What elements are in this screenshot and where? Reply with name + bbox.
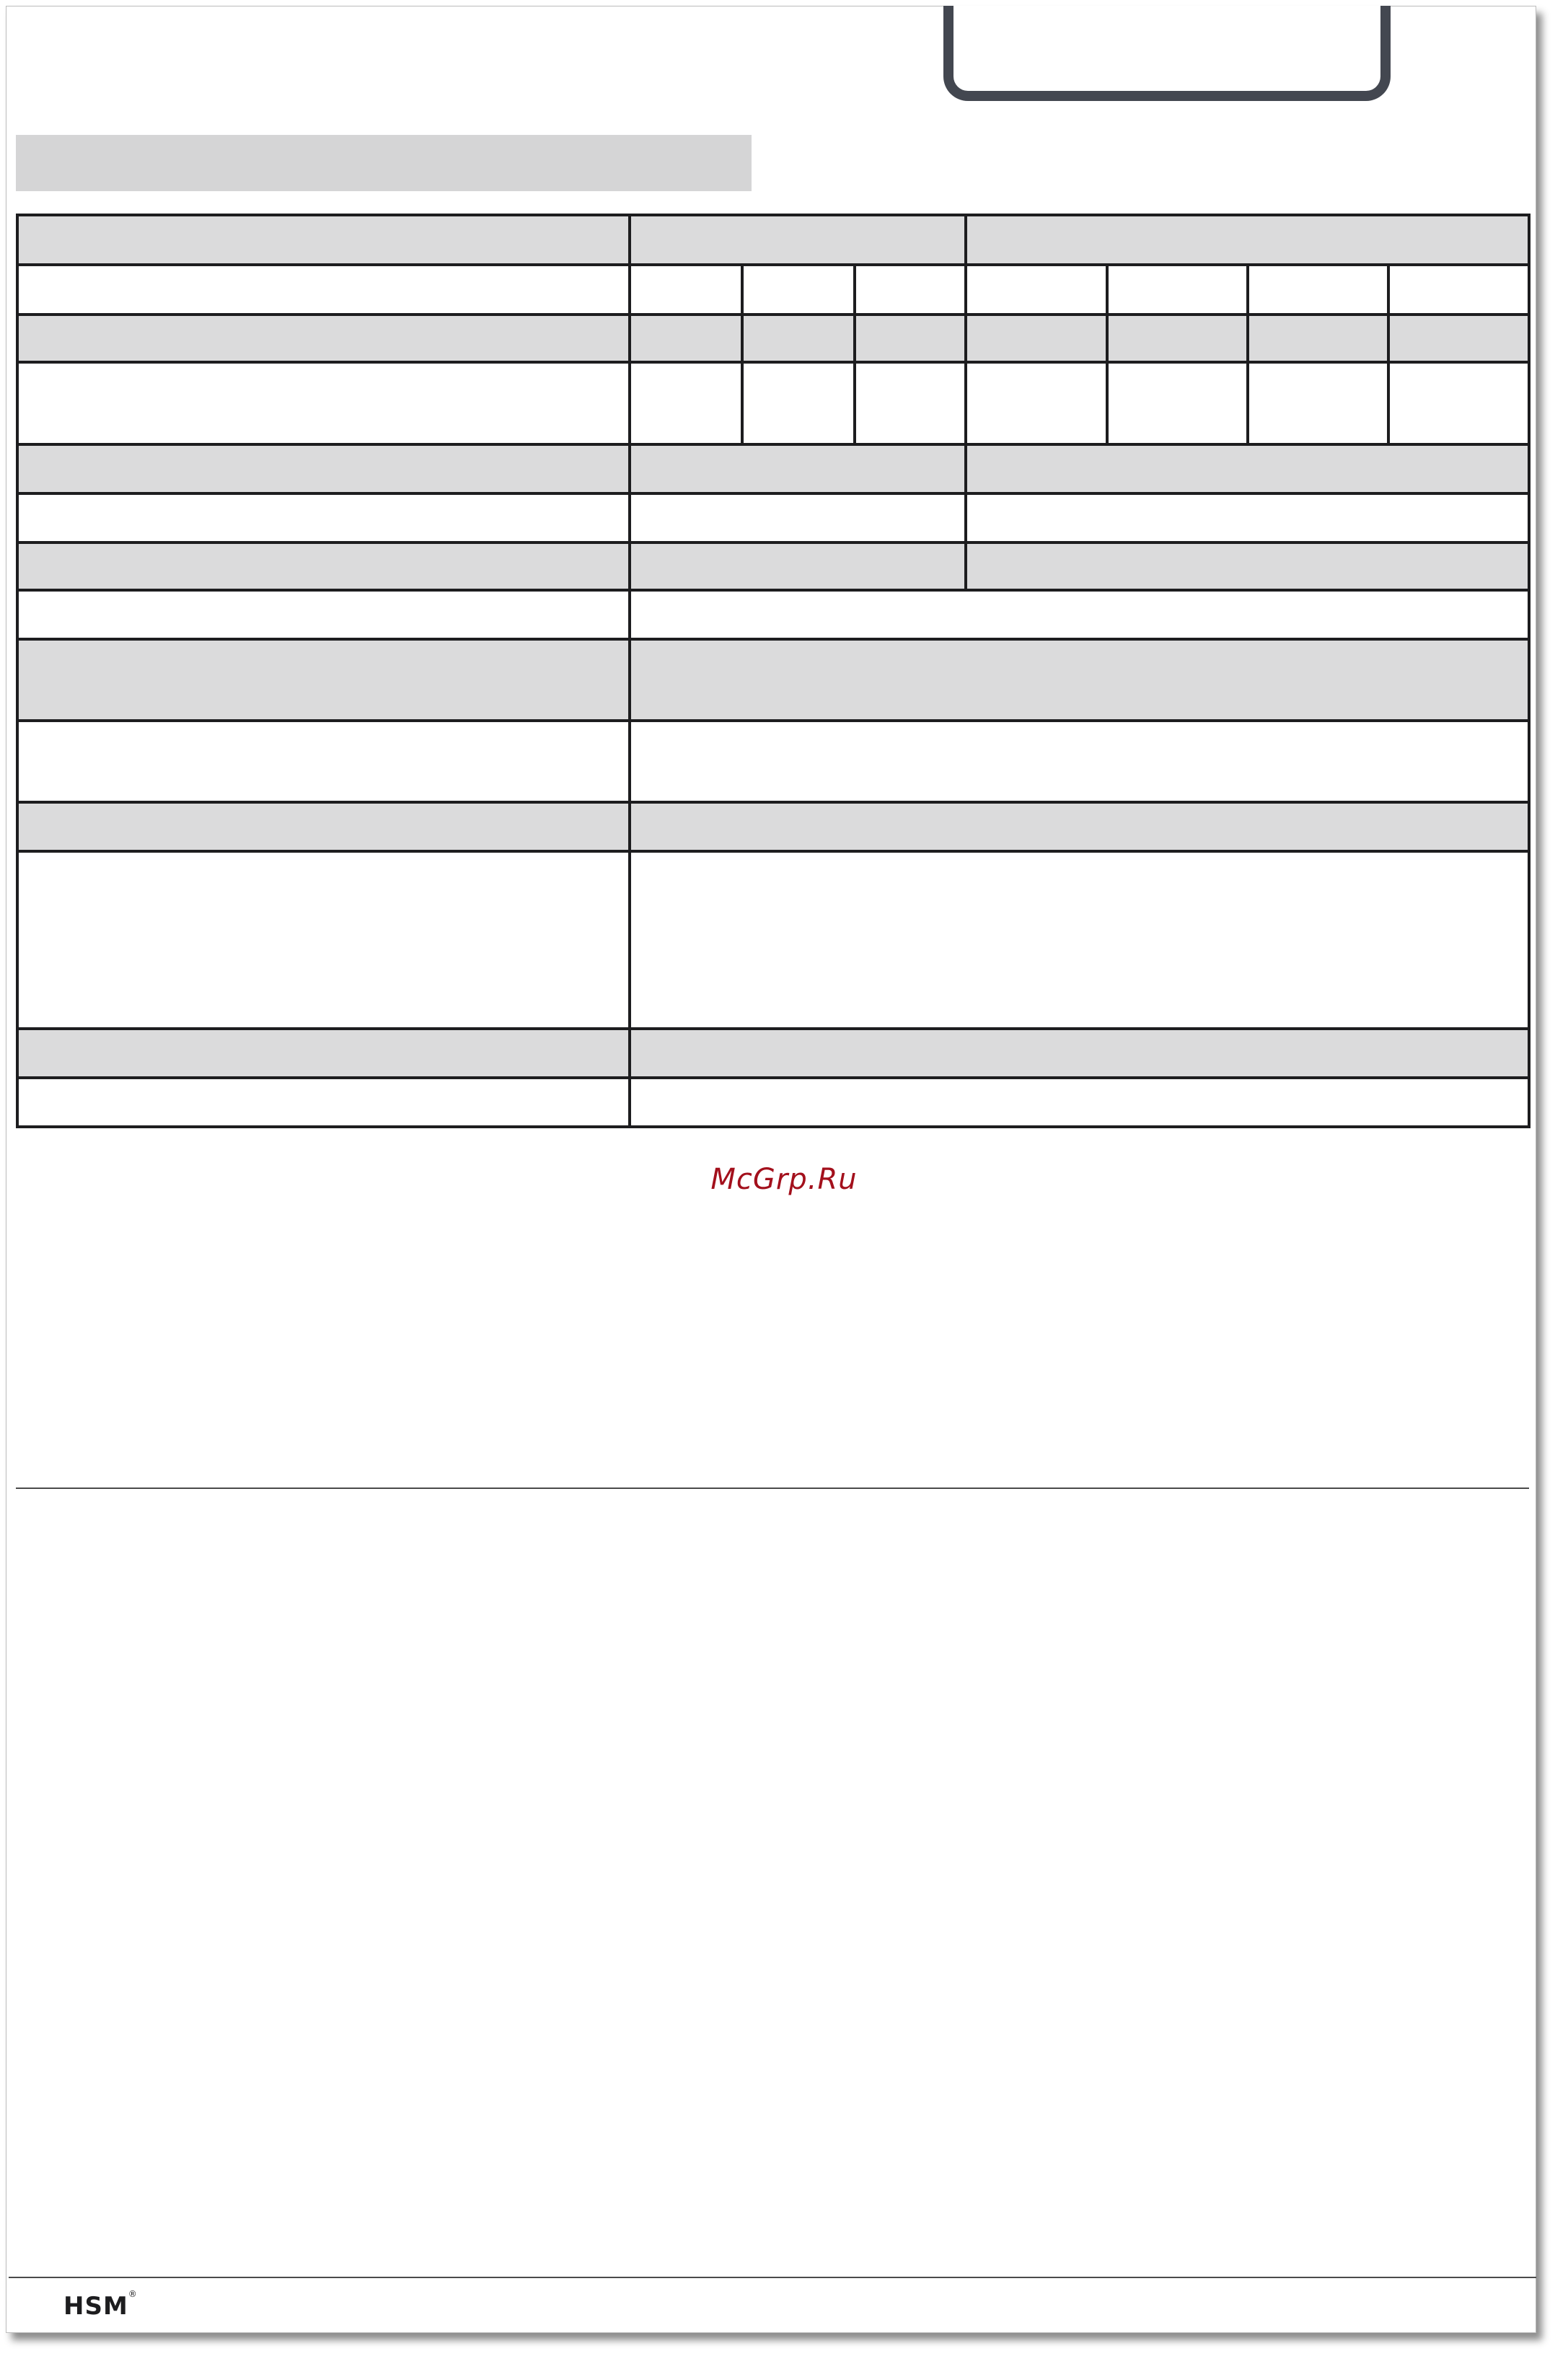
brand-logo-text: HSM [63, 2292, 128, 2321]
table-cell [1387, 313, 1530, 364]
table-cell [628, 541, 967, 592]
registered-mark: ® [128, 2289, 138, 2299]
table-cell [964, 361, 1109, 446]
table-cell [16, 801, 631, 853]
table-cell [16, 263, 631, 316]
table-cell [964, 313, 1109, 364]
table-cell [964, 263, 1109, 316]
table-cell [1246, 263, 1390, 316]
watermark-text: McGrp.Ru [710, 1163, 858, 1196]
table-cell [16, 541, 631, 592]
section-title-bar [16, 135, 752, 191]
table-cell [741, 361, 856, 446]
table-cell [628, 801, 1530, 853]
table-cell [628, 443, 967, 495]
table-cell [628, 361, 744, 446]
table-cell [1246, 313, 1390, 364]
table-cell [1387, 263, 1530, 316]
table-cell [628, 1076, 1530, 1128]
table-cell [628, 313, 744, 364]
table-cell [16, 638, 631, 722]
table-cell [16, 1027, 631, 1079]
table-cell [1106, 263, 1249, 316]
table-cell [16, 850, 631, 1030]
section-divider [16, 1488, 1529, 1489]
header-tab [943, 6, 1391, 101]
table-cell [1387, 361, 1530, 446]
spec-table [16, 214, 1530, 1130]
table-cell [16, 214, 631, 266]
table-cell [964, 492, 1530, 544]
brand-logo [63, 2289, 138, 2321]
table-cell [16, 443, 631, 495]
table-cell [628, 589, 1530, 641]
table-cell [628, 263, 744, 316]
table-cell [741, 263, 856, 316]
table-cell [1106, 313, 1249, 364]
table-cell [628, 638, 1530, 722]
table-cell [628, 492, 967, 544]
table-cell [16, 1076, 631, 1128]
table-cell [1246, 361, 1390, 446]
table-cell [16, 589, 631, 641]
table-cell [16, 492, 631, 544]
table-cell [964, 443, 1530, 495]
table-cell [628, 719, 1530, 804]
table-cell [964, 214, 1530, 266]
table-cell [741, 313, 856, 364]
table-cell [964, 541, 1530, 592]
table-cell [628, 214, 967, 266]
table-cell [853, 263, 967, 316]
footer-divider [9, 2277, 1536, 2278]
table-cell [628, 850, 1530, 1030]
table-cell [16, 361, 631, 446]
table-cell [853, 361, 967, 446]
table-cell [628, 1027, 1530, 1079]
table-cell [16, 719, 631, 804]
table-cell [1106, 361, 1249, 446]
table-cell [16, 313, 631, 364]
table-cell [853, 313, 967, 364]
